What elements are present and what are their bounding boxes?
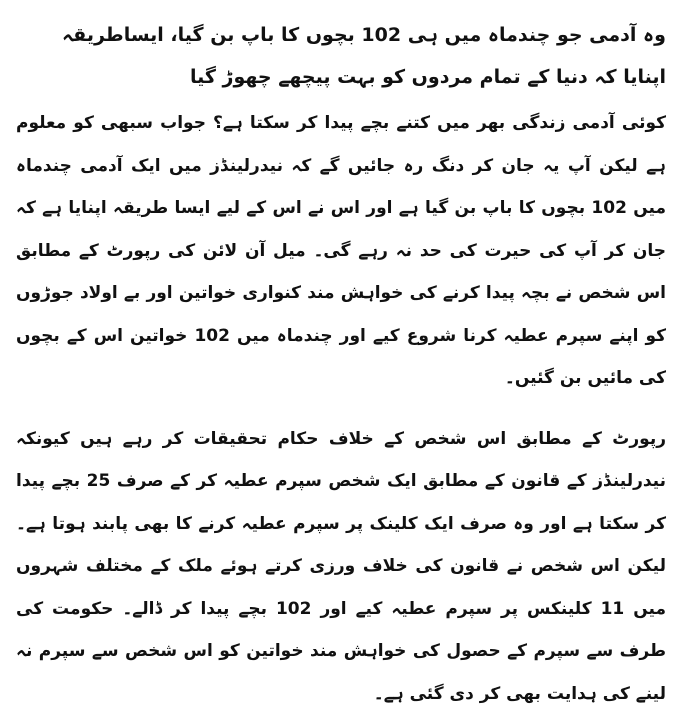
article-headline: وہ آدمی جو چندماہ میں ہی 102 بچوں کا باپ بن گیا، ایساطریقہ اپنایا کہ دنیا کے تمام مردوں کو بہت پیچھے چھوڑ گیا xyxy=(16,14,666,98)
article-paragraph-2: رپورٹ کے مطابق اس شخص کے خلاف حکام تحقیقات کر رہے ہیں کیونکہ نیدرلینڈز کے قانون کے مطابق ایک شخص سپرم عطیہ کر کے صرف 25 بچے پیدا کر سکتا ہے اور وہ صرف ایک کلینک پر سپرم عطیہ کرنے کا بھی پابند ہوتا ہے۔ لیکن اس شخص نے قانون کی خلاف ورزی کرتے ہوئے ملک کے مختلف شہروں میں 11 کلینکس پر سپرم عطیہ کیے اور 102 بچے پیدا کر ڈالے۔ حکومت کی طرف سے سپرم کے حصول کی خواہش مند خواتین کو اس شخص سے سپرم نہ لینے کی ہدایت بھی کر دی گئی ہے۔ xyxy=(16,418,666,715)
article-paragraph-1: کوئی آدمی زندگی بھر میں کتنے بچے پیدا کر سکتا ہے؟ جواب سبھی کو معلوم ہے لیکن آپ یہ جان کر دنگ رہ جائیں گے کہ نیدرلینڈز میں ایک آدمی چندماہ میں 102 بچوں کا باپ بن گیا ہے اور اس نے اس کے لیے ایسا طریقہ اپنایا ہے کہ جان کر آپ کی حیرت کی حد نہ رہے گی۔ میل آن لائن کی رپورٹ کے مطابق اس شخص نے بچہ پیدا کرنے کی خواہش مند کنواری خواتین اور بے اولاد جوڑوں کو اپنے سپرم عطیہ کرنا شروع کیے اور چندماہ میں 102 خواتین اس کے بچوں کی مائیں بن گئیں۔ xyxy=(16,102,666,400)
